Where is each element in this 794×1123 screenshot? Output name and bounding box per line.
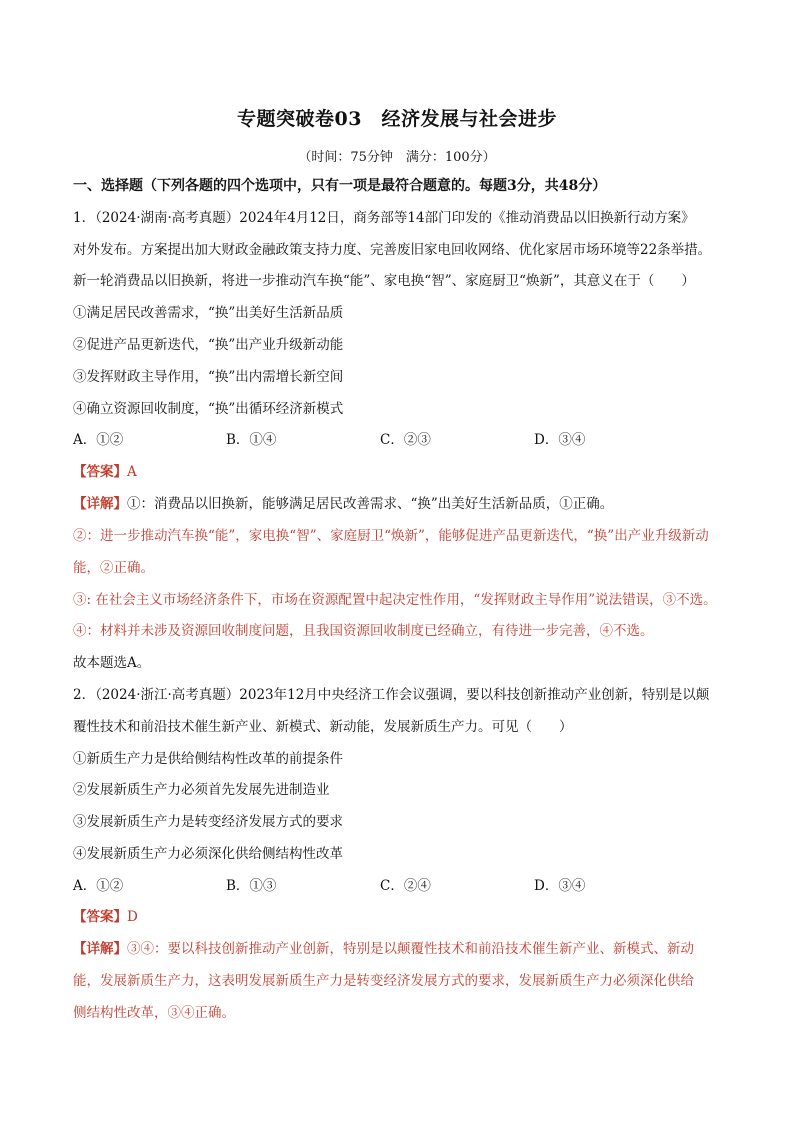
q1-stem-line-1: 1．（2024·湖南·高考真题）2024年4月12日，商务部等14部门印发的《推动消费品以旧换新行动方案》 (73, 210, 695, 226)
q2-statement-4: ④发展新质生产力必须深化供给侧结构性改革 (73, 846, 343, 862)
q2-detail-1c: 侧结构性改革，③④正确。 (73, 1005, 235, 1021)
q1-option-c: C．②③ (380, 432, 431, 448)
q1-option-a: A．①② (73, 432, 124, 448)
q1-statement-4: ④确立资源回收制度，“换”出循环经济新模式 (73, 401, 344, 417)
q1-detail-tag: 【详解】 (73, 496, 127, 512)
q2-option-a: A．①② (73, 878, 124, 894)
q1-statement-2: ②促进产品更新迭代，“换”出产业升级新动能 (73, 337, 344, 353)
q1-stem-line-3: 新一轮消费品以旧换新，将进一步推动汽车换“能”、家电换“智”、家庭厨卫“焕新”，其意义在于（ ） (73, 273, 695, 289)
q2-option-c: C．②④ (380, 878, 431, 894)
q1-statement-1: ①满足居民改善需求，“换”出美好生活新品质 (73, 305, 344, 321)
q2-stem-line-1: 2．（2024·浙江·高考真题）2023年12月中央经济工作会议强调，要以科技创新推动产业创新，特别是以颠 (73, 687, 710, 703)
q2-detail-1a (73, 939, 733, 959)
q1-detail-3: ③: 在社会主义市场经济条件下，市场在资源配置中起决定性作用，“发挥财政主导作用”说法错误，③不选。 (73, 592, 717, 608)
q2-detail-tag: 【详解】 (73, 941, 127, 957)
q1-detail-1-text: ①：消费品以旧换新，能够满足居民改善需求、“换”出美好生活新品质，①正确。 (127, 496, 614, 512)
q1-detail-2a: ②：进一步推动汽车换“能”，家电换“智”、家庭厨卫“焕新”，能够促进产品更新迭代，“换”出产业升级新动 (73, 528, 709, 544)
q2-answer-value: D (127, 909, 138, 925)
q2-statement-3: ③发展新质生产力是转变经济发展方式的要求 (73, 814, 343, 830)
q2-detail-1b: 能，发展新质生产力，这表明发展新质生产力是转变经济发展方式的要求，发展新质生产力必须深化供给 (73, 973, 694, 989)
q2-option-d: D．③④ (534, 878, 586, 894)
q1-option-d: D．③④ (534, 432, 586, 448)
q2-stem-line-2: 覆性技术和前沿技术催生新产业、新模式、新动能，发展新质生产力。可见（ ） (73, 719, 573, 735)
q1-answer-tag: 【答案】 (73, 464, 127, 480)
q1-answer (73, 462, 733, 482)
q2-statement-2: ②发展新质生产力必须首先发展先进制造业 (73, 782, 330, 798)
q2-detail-1a-text: ③④：要以科技创新推动产业创新，特别是以颠覆性技术和前沿技术催生新产业、新模式、新动 (127, 941, 694, 957)
page-title: 专题突破卷03 经济发展与社会进步 (237, 108, 557, 130)
q2-option-b: B．①③ (226, 878, 277, 894)
q1-option-b: B．①④ (226, 432, 277, 448)
q1-detail-2b: 能，②正确。 (73, 560, 154, 576)
q1-detail-1 (73, 494, 733, 514)
q2-answer (73, 907, 733, 927)
page-subtitle: （时间：75分钟 满分：100分） (298, 150, 496, 165)
q1-conclusion: 故本题选A。 (73, 655, 151, 671)
section-heading: 一、选择题（下列各题的四个选项中，只有一项是最符合题意的。每题3分，共48分） (73, 178, 607, 194)
q1-statement-3: ③发挥财政主导作用，“换”出内需增长新空间 (73, 369, 344, 385)
q2-statement-1: ①新质生产力是供给侧结构性改革的前提条件 (73, 751, 343, 767)
q2-answer-tag: 【答案】 (73, 909, 127, 925)
q1-detail-4: ④：材料并未涉及资源回收制度问题，且我国资源回收制度已经确立，有待进一步完善，④不选。 (73, 623, 654, 639)
q1-answer-value: A (127, 464, 137, 480)
q1-stem-line-2: 对外发布。方案提出加大财政金融政策支持力度、完善废旧家电回收网络、优化家居市场环境等22条举措。 (73, 242, 712, 258)
